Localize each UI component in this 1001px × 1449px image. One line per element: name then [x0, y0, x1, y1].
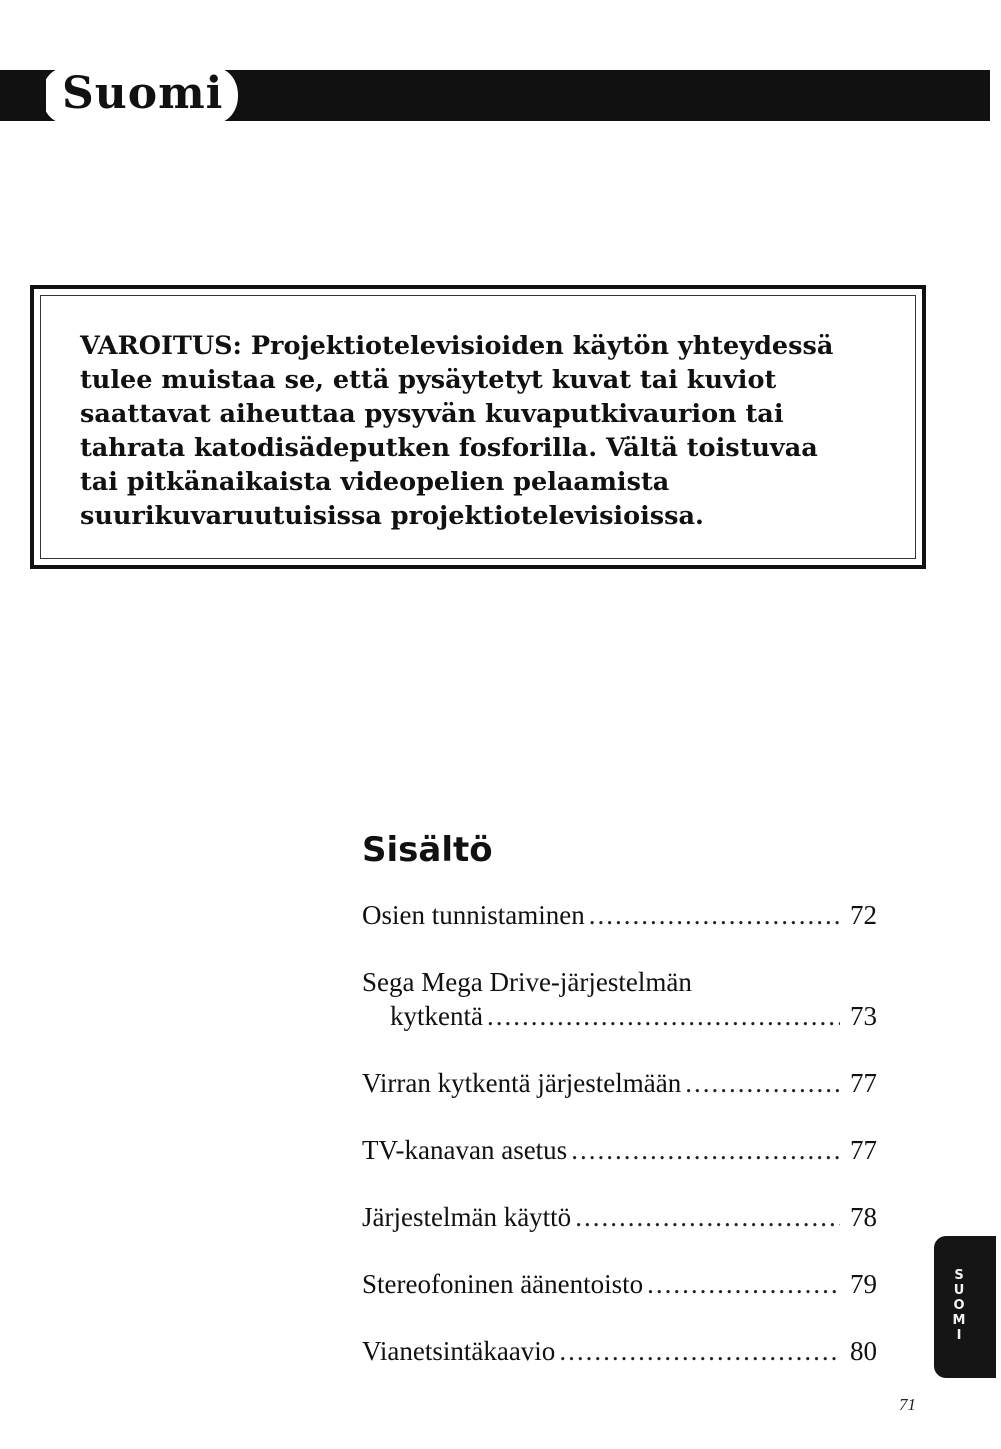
contents-entry-page: 77 [850, 1068, 877, 1098]
contents-entry-page: 77 [850, 1135, 877, 1165]
warning-line: tai pitkänaikaista videopelien pelaamista [80, 467, 670, 497]
dot-leader [487, 999, 840, 1033]
contents-entry [362, 1200, 877, 1234]
contents-entry-label-line1: Sega Mega Drive-järjestelmän [362, 967, 692, 997]
contents-entry-page: 72 [850, 900, 877, 930]
warning-line: tahrata katodisädeputken fosforilla. Vältä toistuvaa [80, 433, 818, 463]
dot-leader [575, 1200, 840, 1234]
warning-line: VAROITUS: Projektiotelevisioiden käytön yhteydessä [80, 331, 834, 361]
contents-entry-label: Vianetsintäkaavio [362, 1336, 556, 1366]
contents-entry-page: 78 [850, 1202, 877, 1232]
contents-entry [362, 1334, 877, 1368]
contents-entry-label: kytkentä [390, 1001, 483, 1031]
header-banner-left-block [0, 70, 46, 121]
side-tab-letters [934, 1268, 984, 1343]
contents-entry-label: Osien tunnistaminen [362, 900, 585, 930]
warning-line: suurikuvaruutuisissa projektiotelevisioissa. [80, 501, 704, 531]
warning-text [80, 329, 880, 533]
dot-leader [685, 1066, 840, 1100]
contents-entry [362, 1133, 877, 1167]
warning-box [30, 285, 926, 569]
warning-line: tulee muistaa se, että pysäytetyt kuvat tai kuviot [80, 365, 777, 395]
dot-leader [571, 1133, 840, 1167]
language-side-tab [934, 1236, 996, 1378]
contents-entry [362, 898, 877, 932]
page-title: Suomi [62, 68, 224, 119]
side-tab-letter: M [952, 1313, 966, 1328]
dot-leader [647, 1267, 840, 1301]
contents-entry-label: Stereofoninen äänentoisto [362, 1269, 644, 1299]
dot-leader [589, 898, 840, 932]
side-tab-letter: O [953, 1298, 965, 1313]
contents-entry [362, 1066, 877, 1100]
contents-entry [362, 965, 877, 1033]
contents-entry-page: 80 [850, 1336, 877, 1366]
contents-entry-label: Virran kytkentä järjestelmään [362, 1068, 682, 1098]
warning-line: saattavat aiheuttaa pysyvän kuvaputkivaurion tai [80, 399, 784, 429]
dot-leader [559, 1334, 840, 1368]
side-tab-letter: U [953, 1283, 965, 1298]
contents-entry-page: 79 [850, 1269, 877, 1299]
side-tab-letter: S [954, 1268, 964, 1283]
contents-entry-page: 73 [850, 1001, 877, 1031]
page-number: 71 [899, 1395, 916, 1414]
contents-list [362, 898, 877, 1401]
contents-entry-label: TV-kanavan asetus [362, 1135, 568, 1165]
side-tab-letter: I [956, 1328, 962, 1343]
contents-entry [362, 1267, 877, 1301]
contents-entry-label: Järjestelmän käyttö [362, 1202, 572, 1232]
contents-title: Sisältö [362, 830, 493, 870]
